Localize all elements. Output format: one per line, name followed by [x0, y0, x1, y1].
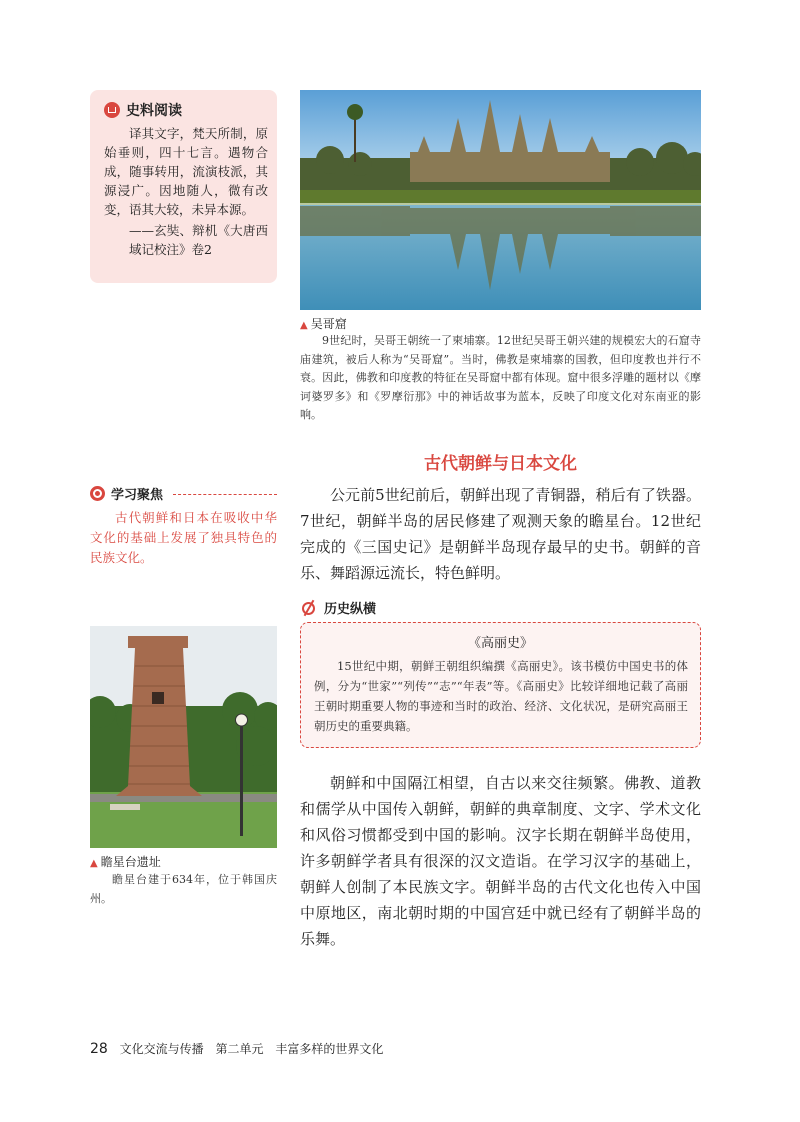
footer-book-title: 文化交流与传播	[119, 1042, 204, 1056]
source-reading-box	[90, 90, 277, 283]
footer-unit-title: 丰富多样的世界文化	[275, 1042, 384, 1056]
history-icon	[300, 599, 318, 617]
cheomseongdae-caption-label: 瞻星台遗址	[100, 855, 161, 869]
history-book-title: 《高丽史》	[467, 636, 533, 651]
cheomseongdae-caption-text: 瞻星台建于634年，位于韩国庆州。	[90, 873, 277, 905]
body-paragraph-1-text: 公元前5世纪前后，朝鲜出现了青铜器，稍后有了铁器。7世纪，朝鲜半岛的居民修建了观测天象的瞻星台。12世纪完成的《三国史记》是朝鲜半岛现存最早的史书。朝鲜的音乐、舞蹈源远流长，特色鲜明。	[300, 486, 701, 582]
learning-focus-header	[90, 484, 277, 503]
angkor-caption-text: 9世纪时，吴哥王朝统一了柬埔寨。12世纪吴哥王朝兴建的规模宏大的石窟寺庙建筑，被后人称为“吴哥窟”。当时，佛教是柬埔寨的国教，但印度教也并行不衰。因此，佛教和印度教的特征在吴哥窟中都有体现。窟中很多浮雕的题材以《摩诃婆罗多》和《罗摩衍那》中的神话故事为蓝本，反映了印度文化对东南亚的影响。	[300, 334, 701, 421]
source-reading-citation: ——玄奘、辩机《大唐西域记校注》卷2	[129, 223, 268, 257]
body-paragraph-1	[300, 482, 701, 586]
source-reading-title: 史料阅读	[126, 103, 182, 119]
source-reading-text: 译其文字，梵天所制，原始垂则，四十七言。遇物合成，随事转用，流演枝派，其源浸广。因地随人，微有改变，语其大较，未异本源。	[104, 126, 268, 217]
source-reading-header	[104, 100, 182, 120]
target-icon	[90, 486, 105, 501]
source-reading-content	[104, 124, 268, 259]
section-title: 古代朝鲜与日本文化	[424, 454, 577, 474]
learning-focus-text: 古代朝鲜和日本在吸收中华文化的基础上发展了独具特色的民族文化。	[90, 510, 277, 565]
cheomseongdae-caption-body	[90, 871, 277, 908]
cheomseongdae-photo	[90, 626, 277, 848]
page-number: 28	[90, 1041, 108, 1057]
body-paragraph-2	[300, 770, 701, 952]
book-icon	[104, 102, 120, 118]
angkor-wat-photo	[300, 90, 701, 310]
history-panorama-header	[300, 598, 376, 617]
page-footer	[90, 1040, 391, 1057]
history-panorama-text: 15世纪中期，朝鲜王朝组织编撰《高丽史》。该书模仿中国史书的体例，分为“世家”“列传”“志”“年表”等。《高丽史》比较详细地记载了高丽王朝时期重要人物的事迹和当时的政治、经济、文化状况，是研究高丽王朝历史的重要典籍。	[314, 659, 688, 733]
dashed-divider	[173, 494, 277, 495]
angkor-caption-body	[300, 332, 701, 425]
learning-focus-title: 学习聚焦	[111, 488, 164, 503]
history-panorama-title: 历史纵横	[324, 602, 377, 617]
angkor-caption-label: 吴哥窟	[310, 317, 347, 331]
cheomseongdae-caption-title	[90, 853, 161, 870]
footer-unit: 第二单元	[215, 1042, 264, 1056]
triangle-marker-icon: ▲	[90, 858, 98, 869]
angkor-caption-title	[300, 315, 347, 332]
triangle-marker-icon: ▲	[300, 320, 308, 331]
body-paragraph-2-text: 朝鲜和中国隔江相望，自古以来交往频繁。佛教、道教和儒学从中国传入朝鲜，朝鲜的典章制度、文字、学术文化和风俗习惯都受到中国的影响。汉字长期在朝鲜半岛使用，许多朝鲜学者具有很深的汉文造诣。在学习汉字的基础上，朝鲜人创制了本民族文字。朝鲜半岛的古代文化也传入中国中原地区，南北朝时期的中国宫廷中就已经有了朝鲜半岛的乐舞。	[300, 774, 701, 948]
